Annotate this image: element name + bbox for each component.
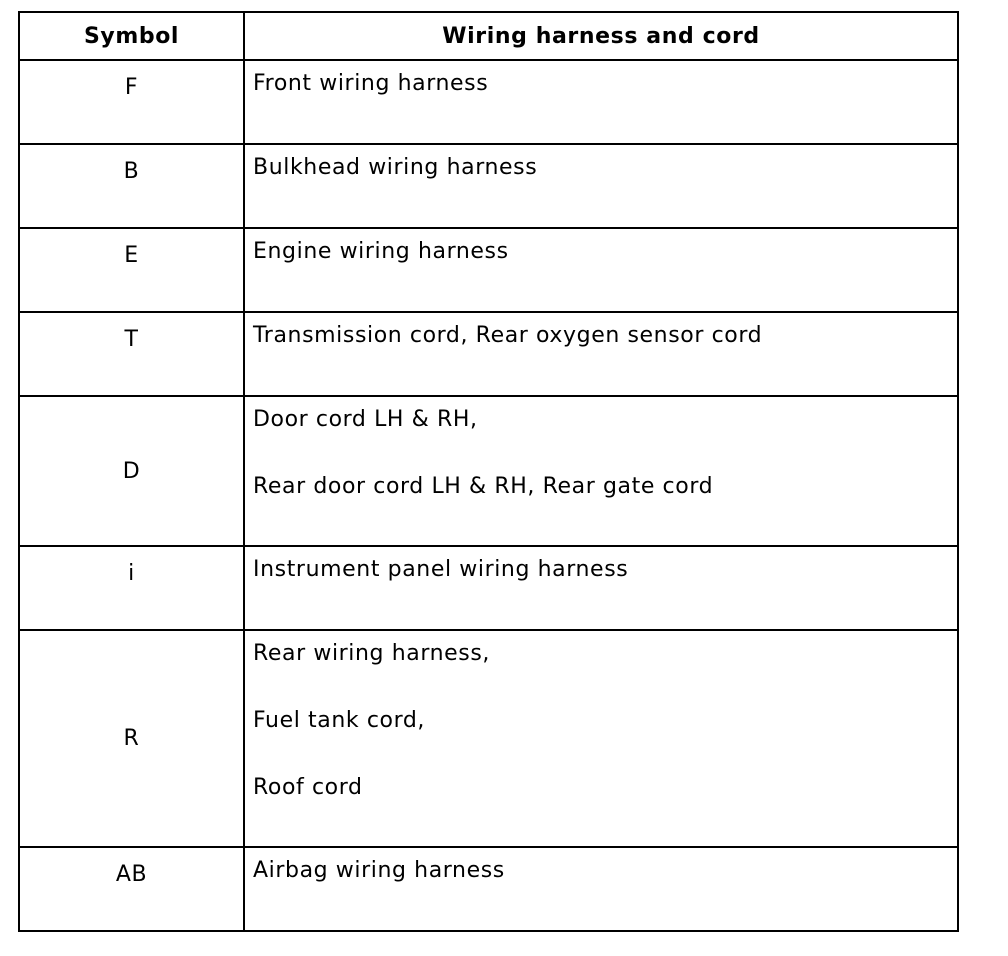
table-row <box>19 630 958 847</box>
description-line: Rear door cord LH & RH, Rear gate cord <box>253 474 714 499</box>
table-row <box>19 396 958 546</box>
description-cell <box>244 546 958 630</box>
description-line: Instrument panel wiring harness <box>253 557 629 582</box>
description-line: Door cord LH & RH, <box>253 407 478 432</box>
description-cell <box>244 630 958 847</box>
table-row <box>19 144 958 228</box>
table-row <box>19 228 958 312</box>
description-cell <box>244 60 958 144</box>
description-cell <box>244 847 958 931</box>
description-line: Roof cord <box>253 775 363 800</box>
symbol-cell: R <box>19 630 244 847</box>
description-cell <box>244 228 958 312</box>
description-line: Rear wiring harness, <box>253 641 490 666</box>
header-row <box>19 12 958 60</box>
description-cell <box>244 144 958 228</box>
description-line: Front wiring harness <box>253 71 489 96</box>
table-row <box>19 60 958 144</box>
description-line: Transmission cord, Rear oxygen sensor cord <box>253 323 763 348</box>
description-line: Airbag wiring harness <box>253 858 505 883</box>
table-row <box>19 312 958 396</box>
description-cell <box>244 312 958 396</box>
symbol-cell: E <box>19 228 244 312</box>
symbol-cell: AB <box>19 847 244 931</box>
symbol-cell: D <box>19 396 244 546</box>
symbol-cell: B <box>19 144 244 228</box>
wiring-harness-table <box>18 11 959 932</box>
symbol-cell: F <box>19 60 244 144</box>
description-line: Fuel tank cord, <box>253 708 425 733</box>
symbol-cell: i <box>19 546 244 630</box>
table-row <box>19 546 958 630</box>
description-column-header: Wiring harness and cord <box>244 12 958 60</box>
table-row <box>19 847 958 931</box>
symbol-column-header: Symbol <box>19 12 244 60</box>
description-line: Engine wiring harness <box>253 239 509 264</box>
description-cell <box>244 396 958 546</box>
description-line: Bulkhead wiring harness <box>253 155 538 180</box>
symbol-cell: T <box>19 312 244 396</box>
